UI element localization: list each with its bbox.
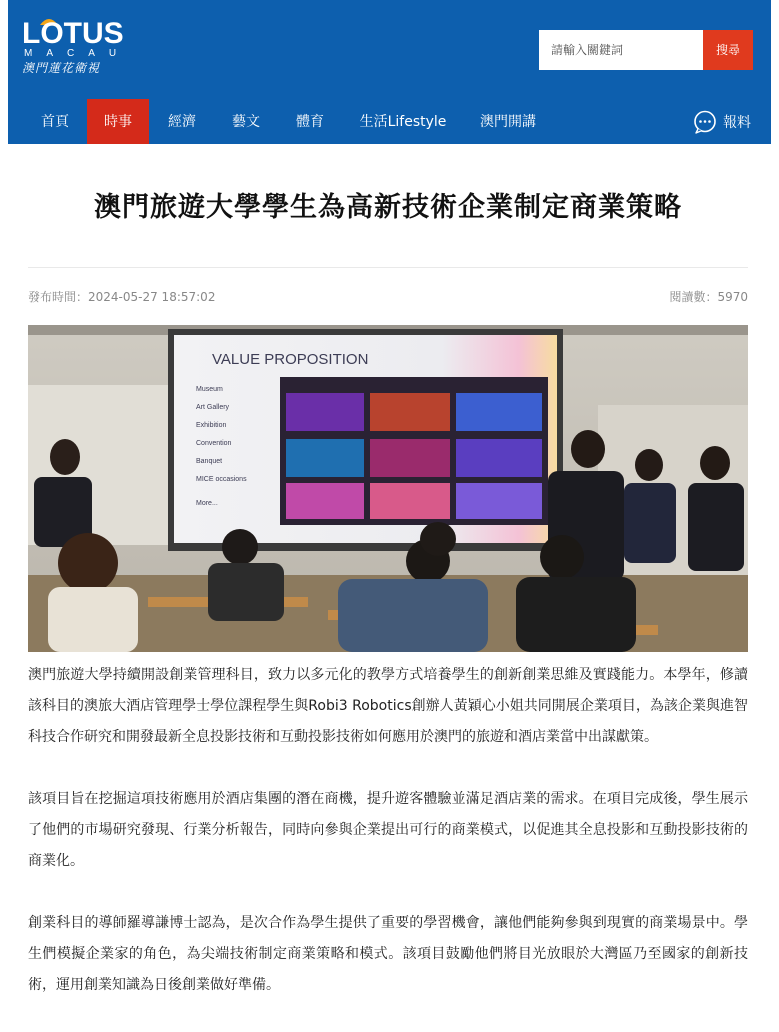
nav-item-lifestyle[interactable]: 生活Lifestyle (359, 114, 447, 130)
nav-item-economy[interactable]: 經濟 (168, 114, 196, 130)
slide-item: Exhibition (196, 422, 227, 429)
slide-item: More... (196, 500, 218, 507)
nav-item-home[interactable]: 首頁 (41, 114, 69, 130)
nav-item-sports[interactable]: 體育 (296, 114, 324, 130)
report-button[interactable] (693, 99, 751, 144)
article-title: 澳門旅遊大學學生為高新技術企業制定商業策略 (94, 192, 682, 223)
logo-sub: MACAU (24, 48, 131, 59)
nav-item-arts[interactable]: 藝文 (232, 114, 260, 130)
publish-time: 發布時間：2024-05-27 18:57:02 (28, 290, 216, 304)
slide-item: Museum (196, 386, 223, 393)
nav-item-macau-talk[interactable]: 澳門開講 (480, 114, 536, 130)
article-paragraph: 該項目旨在挖掘這項技術應用於酒店集團的潛在商機，提升遊客體驗並滿足酒店業的需求。在項目完成後，學生展示了他們的市場研究發現、行業分析報告，同時向參與企業提出可行的商業模式，以促進其全息投影和互動投影技術的商業化。 (28, 791, 748, 869)
article-photo (28, 325, 748, 652)
slide-item: MICE occasions (196, 476, 247, 483)
main-nav (8, 99, 771, 144)
slide-item: Banquet (196, 458, 223, 465)
site-logo[interactable] (22, 18, 132, 80)
search-button[interactable]: 搜尋 (703, 30, 753, 70)
nav-item-news[interactable]: 時事 (87, 99, 149, 144)
logo-brand: LOTUS (22, 17, 124, 50)
chat-bubble-icon (693, 110, 717, 134)
slide-title: VALUE PROPOSITION (212, 351, 369, 368)
slide-item: Convention (196, 440, 232, 447)
view-count: 閱讀數：5970 (669, 290, 748, 304)
title-divider (28, 267, 748, 268)
article-paragraph: 澳門旅遊大學持續開設創業管理科目，致力以多元化的教學方式培養學生的創新創業思維及實踐能力。本學年，修讀該科目的澳旅大酒店管理學士學位課程學生與Robi3 Robotics創辦人黃穎心小姐共同開展企業項目，為該企業與進智科技合作研究和開發最新全息投影技術和互動投影技術如何應用於澳門的旅遊和酒店業當中出謀獻策。 (28, 667, 748, 745)
article-body (28, 660, 748, 1032)
article-paragraph: 創業科目的導師羅導謙博士認為，是次合作為學生提供了重要的學習機會，讓他們能夠參與到現實的商業場景中。學生們模擬企業家的角色，為尖端技術制定商業策略和模式。該項目鼓勵他們將目光放眼於大灣區乃至國家的創新技術，運用創業知識為日後創業做好準備。 (28, 915, 748, 993)
search-input[interactable] (539, 30, 703, 70)
report-label: 報料 (723, 114, 751, 131)
slide-item: Art Gallery (196, 404, 230, 411)
logo-tagline: 澳門蓮花衛視 (22, 61, 101, 75)
